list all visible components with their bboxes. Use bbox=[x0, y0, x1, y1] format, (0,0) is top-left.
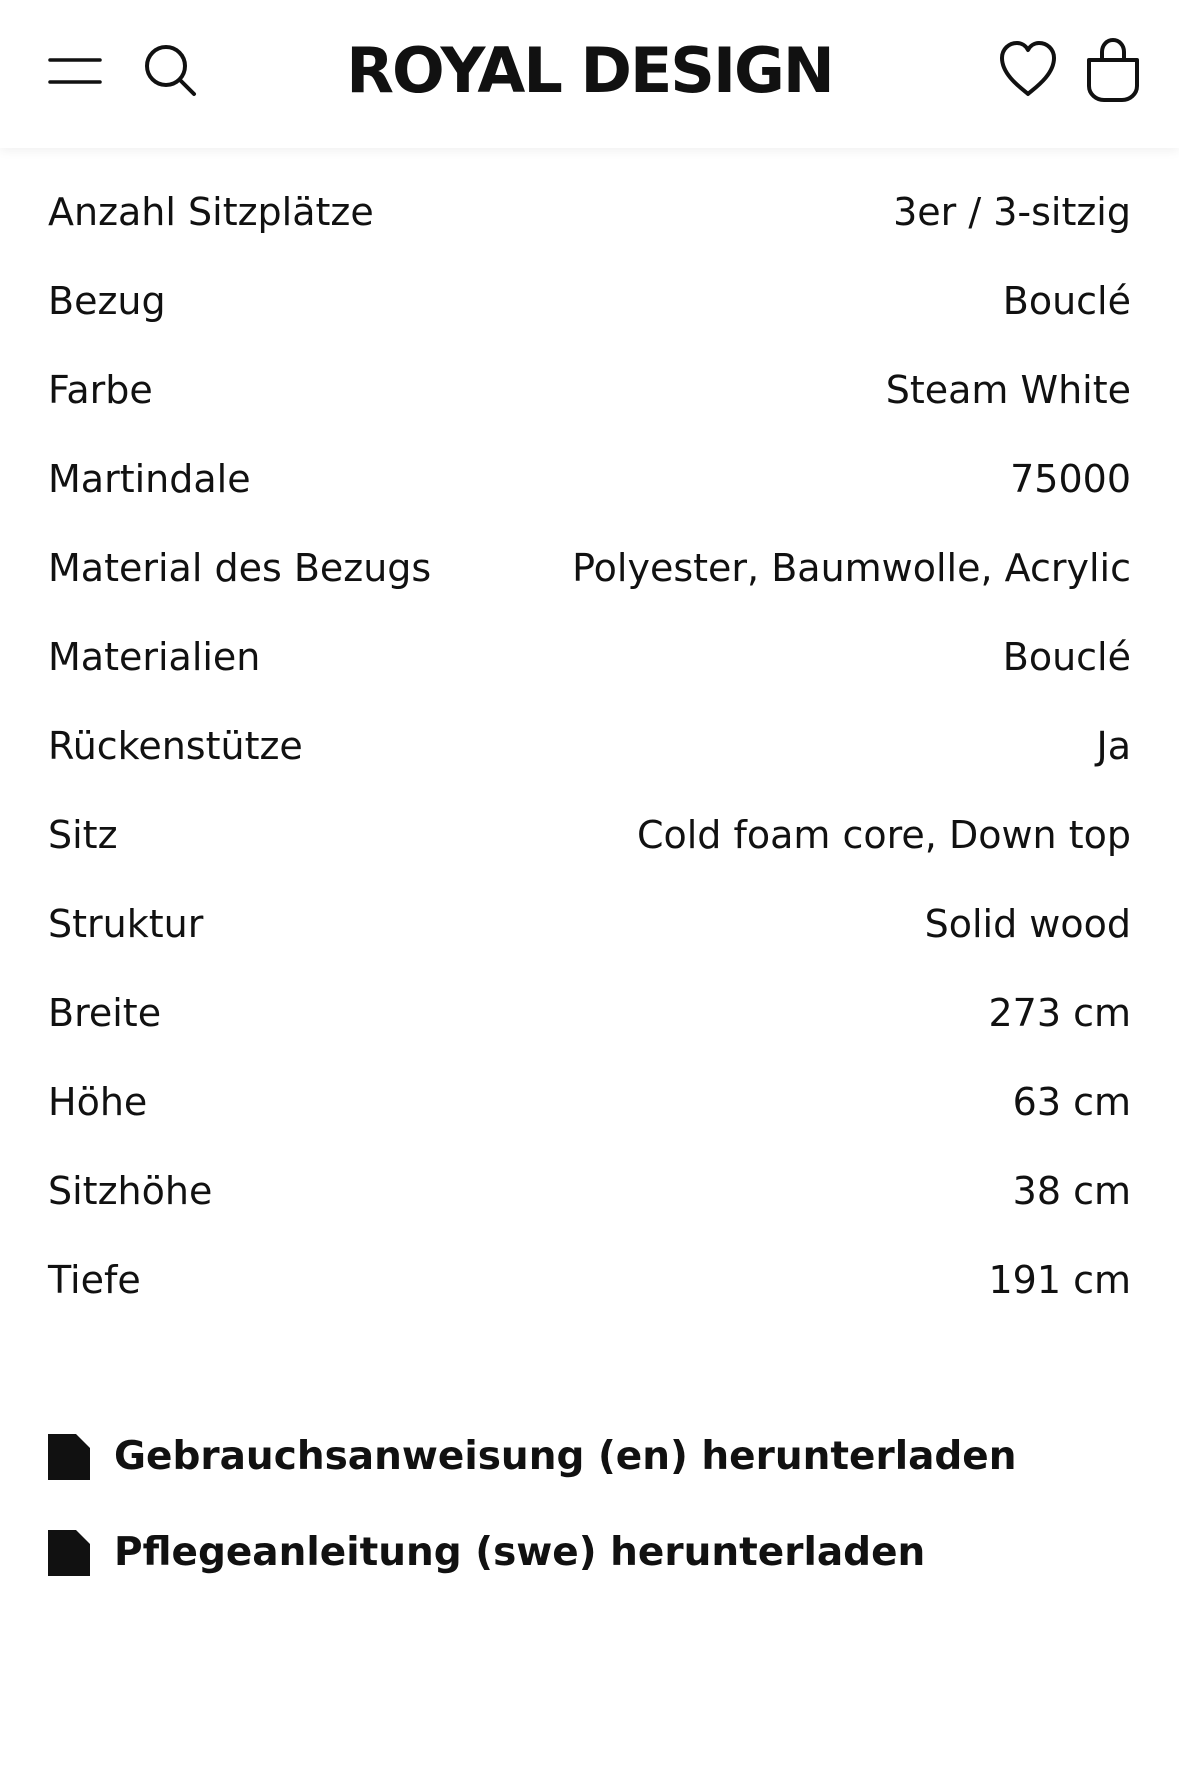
spec-value: Polyester, Baumwolle, Acrylic bbox=[572, 546, 1131, 590]
document-icon bbox=[48, 1434, 90, 1480]
download-links bbox=[48, 1432, 1131, 1624]
spec-label: Bezug bbox=[48, 279, 166, 323]
spec-row bbox=[48, 1080, 1131, 1124]
download-label: Gebrauchsanweisung (en) herunterladen bbox=[114, 1434, 1017, 1479]
spec-label: Tiefe bbox=[48, 1258, 141, 1302]
spec-value: Steam White bbox=[885, 368, 1131, 412]
brand-logo[interactable]: ROYAL DESIGN bbox=[346, 34, 833, 107]
spec-value: 191 cm bbox=[988, 1258, 1131, 1302]
spec-row bbox=[48, 991, 1131, 1035]
spec-value: 75000 bbox=[1010, 457, 1131, 501]
spec-row bbox=[48, 546, 1131, 590]
spec-label: Rückenstütze bbox=[48, 724, 303, 768]
spec-label: Struktur bbox=[48, 902, 204, 946]
spec-label: Materialien bbox=[48, 635, 261, 679]
bag-icon[interactable] bbox=[1082, 36, 1144, 104]
document-icon bbox=[48, 1530, 90, 1576]
spec-label: Material des Bezugs bbox=[48, 546, 432, 590]
spec-row bbox=[48, 457, 1131, 501]
spec-value: Bouclé bbox=[1002, 635, 1131, 679]
spec-row bbox=[48, 279, 1131, 323]
spec-value: Solid wood bbox=[924, 902, 1131, 946]
spec-label: Sitz bbox=[48, 813, 118, 857]
spec-row bbox=[48, 902, 1131, 946]
heart-icon[interactable] bbox=[996, 38, 1060, 102]
spec-value: 3er / 3-sitzig bbox=[893, 190, 1131, 234]
spec-value: Bouclé bbox=[1002, 279, 1131, 323]
spec-value: Cold foam core, Down top bbox=[636, 813, 1131, 857]
spec-value: 273 cm bbox=[988, 991, 1131, 1035]
spec-row bbox=[48, 635, 1131, 679]
spec-row bbox=[48, 1258, 1131, 1302]
product-specifications bbox=[48, 190, 1131, 1347]
download-link[interactable] bbox=[48, 1528, 1131, 1578]
spec-row bbox=[48, 724, 1131, 768]
spec-row bbox=[48, 1169, 1131, 1213]
site-header bbox=[0, 0, 1179, 148]
spec-value: Ja bbox=[1096, 724, 1131, 768]
download-link[interactable] bbox=[48, 1432, 1131, 1482]
spec-value: 38 cm bbox=[1012, 1169, 1131, 1213]
spec-label: Anzahl Sitzplätze bbox=[48, 190, 374, 234]
spec-label: Höhe bbox=[48, 1080, 148, 1124]
spec-label: Farbe bbox=[48, 368, 153, 412]
spec-label: Breite bbox=[48, 991, 162, 1035]
download-label: Pflegeanleitung (swe) herunterladen bbox=[114, 1530, 926, 1575]
spec-row bbox=[48, 813, 1131, 857]
spec-row bbox=[48, 368, 1131, 412]
spec-value: 63 cm bbox=[1012, 1080, 1131, 1124]
spec-row bbox=[48, 190, 1131, 234]
spec-label: Martindale bbox=[48, 457, 251, 501]
spec-label: Sitzhöhe bbox=[48, 1169, 213, 1213]
